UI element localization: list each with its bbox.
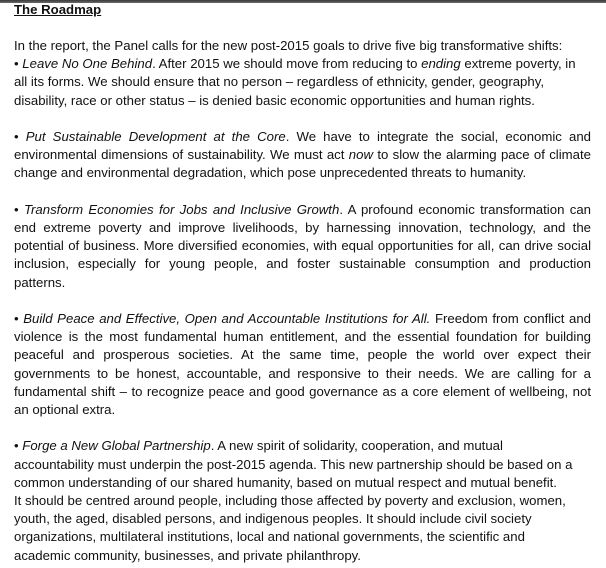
- shift-heading: Put Sustainable Development at the Core: [25, 129, 286, 144]
- shift-body-line: common understanding of our shared humanity, based on mutual respect and mutual benefit.: [14, 474, 557, 490]
- document-body: [14, 1, 591, 565]
- shift-paragraph: [14, 310, 591, 419]
- intro-text: In the report, the Panel calls for the new post-2015 goals to drive five big transformative shifts:: [14, 38, 563, 53]
- intro-paragraph: [14, 37, 591, 110]
- shift-body: extreme poverty, in all its forms. We should ensure that no person – regardless of ethnicity, gender, geography, disability, race or other status – is denied basic economic opportunities and human rights.: [14, 56, 576, 108]
- shift-body-line: . A new spirit of solidarity, cooperation, and mutual: [210, 438, 503, 454]
- shift-body-line: academic community, businesses, and private philanthropy.: [14, 547, 361, 563]
- bullet-glyph: •: [14, 56, 19, 72]
- shift-body: Freedom from conflict and violence is the most fundamental human entitlement, and the essential foundation for building peaceful and prosperous societies. At the same time, people the world over expect their governments to be honest, accountable, and responsive to their needs. We are calling for a fundamental shift – to recognize peace and good governance as a core element of wellbeing, not an optional extra.: [14, 311, 591, 418]
- shift-heading: Leave No One Behind: [22, 56, 153, 72]
- shift-body: . A profound economic transformation can end extreme poverty and improve livelihoods, by harnessing innovation, technology, and the potential of business. More diversified economies, with equal opportunities for all, can drive social inclusion, especially for young people, and foster sustainable consumption and production patterns.: [14, 201, 591, 290]
- bullet-glyph: •: [14, 438, 19, 454]
- shift-body-line: youth, the aged, disabled persons, and indigenous peoples. It should include civil society: [14, 511, 532, 527]
- section-title: The Roadmap: [14, 2, 102, 17]
- shift-heading: Forge a New Global Partnership: [22, 438, 211, 454]
- bullet-glyph: •: [14, 129, 19, 144]
- shift-body: . After 2015 we should move from reducing to: [152, 56, 422, 72]
- bullet-glyph: •: [14, 201, 19, 217]
- bullet-glyph: •: [14, 311, 19, 326]
- shift-body: to slow the alarming pace of climate change and environmental degradation, which pose unprecedented threats to humanity.: [14, 147, 591, 181]
- shift-body-line: organizations, multilateral institutions, local and national governments, the scientific and: [14, 529, 525, 545]
- shift-body: . We have to integrate the social, economic and environmental dimensions of sustainability. We must act: [14, 129, 591, 163]
- shift-body-line: accountability must underpin the post-2015 agenda. This new partnership should be based on a: [14, 456, 573, 472]
- shift-paragraph: [14, 128, 591, 183]
- shift-paragraph: [14, 437, 591, 564]
- shift-heading: Transform Economies for Jobs and Inclusive Growth: [23, 201, 340, 217]
- shift-body-line: It should be centred around people, including those affected by poverty and exclusion, women,: [14, 493, 566, 509]
- shift-paragraph: [14, 201, 591, 292]
- emphasis-text: ending: [421, 56, 461, 72]
- shift-heading: Build Peace and Effective, Open and Accountable Institutions for All.: [23, 311, 431, 326]
- emphasis-text: now: [348, 147, 373, 163]
